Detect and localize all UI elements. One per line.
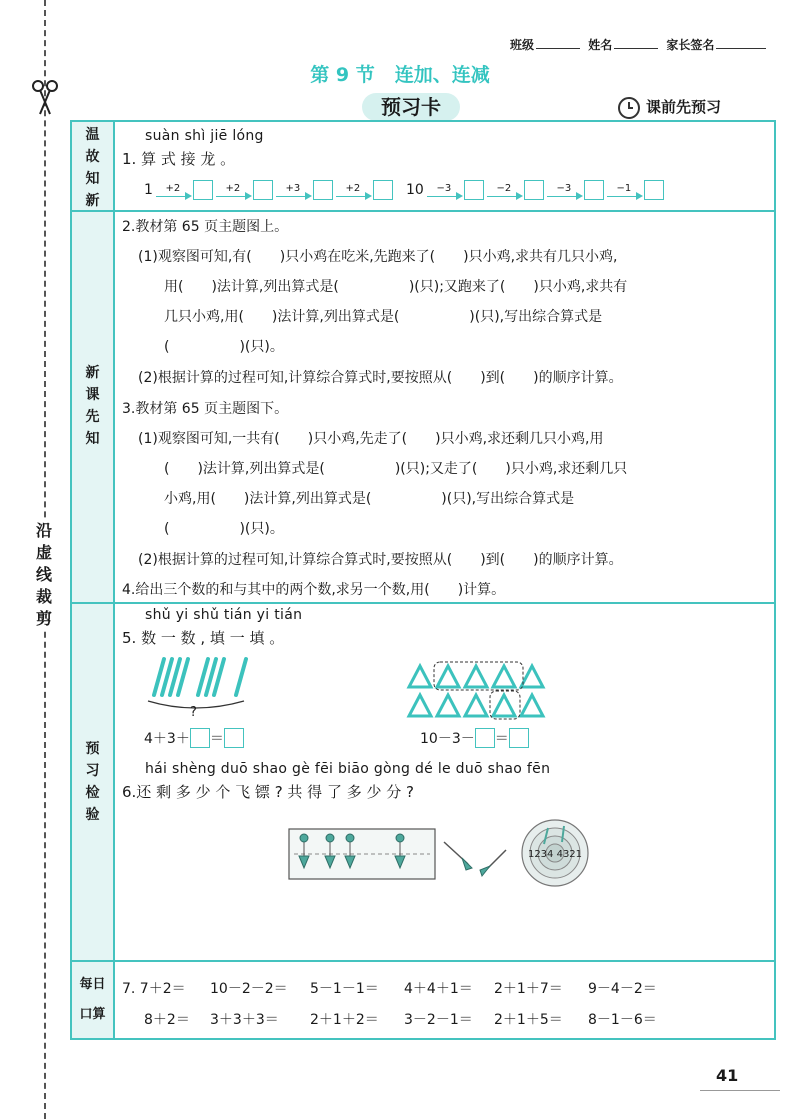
- chain-arrow: −1: [606, 184, 642, 197]
- q1-chain-b: [406, 180, 664, 200]
- q3-line: ( )法计算,列出算式是( )(只);又走了( )只小鸡,求还剩几只: [164, 461, 628, 477]
- row-divider: [70, 602, 776, 604]
- side-label-new-lesson: 新 课 先 知: [85, 365, 100, 447]
- preview-tag: [618, 96, 721, 120]
- answer-box[interactable]: [464, 180, 484, 200]
- chain-arrow: +2: [155, 184, 191, 197]
- loose-darts-picture: [440, 836, 512, 880]
- oral-calc-item: 3－2－1＝: [404, 1012, 473, 1028]
- q3-line: ( )(只)。: [164, 521, 284, 537]
- card-title: 预习卡: [362, 93, 460, 121]
- side-label-check: 预 习 检 验: [85, 741, 100, 823]
- q3-line: (2)根据计算的过程可知,计算综合算式时,要按照从( )到( )的顺序计算。: [138, 552, 623, 568]
- triangles-picture: [404, 660, 554, 722]
- answer-box[interactable]: [509, 728, 529, 748]
- target-picture: [518, 818, 592, 888]
- answer-box[interactable]: [253, 180, 273, 200]
- q6-pinyin: hái shèng duō shao gè fēi biāo gòng dé le duō shao fēn: [145, 761, 551, 777]
- row-divider: [70, 960, 776, 962]
- q2-line: (1)观察图可知,有( )只小鸡在吃米,先跑来了( )只小鸡,求共有几只小鸡,: [138, 249, 618, 265]
- oral-calc-item: 2＋1＋2＝: [310, 1012, 379, 1028]
- chain-arrow: +3: [275, 184, 311, 197]
- q5-pinyin: shǔ yi shǔ tián yi tián: [145, 607, 303, 623]
- q1-chain-a: [144, 180, 393, 200]
- side-divider: [113, 120, 115, 1040]
- chain-a-start: 1: [144, 182, 153, 198]
- answer-box[interactable]: [190, 728, 210, 748]
- name-field[interactable]: [614, 48, 658, 49]
- q2-line: (2)根据计算的过程可知,计算综合算式时,要按照从( )到( )的顺序计算。: [138, 370, 623, 386]
- q6-text: 6.还 剩 多 少 个 飞 镖 ? 共 得 了 多 少 分 ?: [122, 783, 414, 801]
- chain-arrow: +2: [335, 184, 371, 197]
- oral-calc-item: 10－2－2＝: [210, 981, 288, 997]
- answer-box[interactable]: [313, 180, 333, 200]
- oral-calc-item: 2＋1＋7＝: [494, 981, 563, 997]
- side-label-review: 温 故 知 新: [85, 127, 100, 209]
- oral-calc-item: 3＋3＋3＝: [210, 1012, 279, 1028]
- darts-board-picture: [288, 828, 436, 880]
- page-number-rule: [700, 1090, 780, 1091]
- cut-along-line-label: 沿 虚 线 裁 剪: [35, 521, 52, 628]
- answer-box[interactable]: [524, 180, 544, 200]
- page-number: 41: [716, 1066, 739, 1085]
- class-field[interactable]: [536, 48, 580, 49]
- answer-box[interactable]: [224, 728, 244, 748]
- answer-box[interactable]: [644, 180, 664, 200]
- target-numbers: 1234 4321: [527, 849, 583, 860]
- class-label: 班级: [510, 38, 535, 52]
- row-divider: [70, 210, 776, 212]
- answer-box[interactable]: [475, 728, 495, 748]
- q1-text: 1. 算 式 接 龙 。: [122, 150, 236, 168]
- oral-calc-item: 8－1－6＝: [588, 1012, 657, 1028]
- q5-equation-right: 10－3－ ＝: [420, 728, 529, 748]
- oral-calc-item: 5－1－1＝: [310, 981, 379, 997]
- parent-signature-field[interactable]: [716, 48, 766, 49]
- answer-box[interactable]: [584, 180, 604, 200]
- q5-equation-left: 4＋3＋ ＝: [144, 728, 244, 748]
- section-topic: 连加、连减: [394, 64, 490, 86]
- oral-calc-item: 4＋4＋1＝: [404, 981, 473, 997]
- oral-calc-item: 9－4－2＝: [588, 981, 657, 997]
- oral-calc-item: 2＋1＋5＝: [494, 1012, 563, 1028]
- chain-arrow: −2: [486, 184, 522, 197]
- q3-title: 3.教材第 65 页主题图下。: [122, 401, 289, 417]
- section-number: 第 9 节: [310, 64, 375, 86]
- parent-signature-label: 家长签名: [666, 38, 715, 52]
- q2-line: 用( )法计算,列出算式是( )(只);又跑来了( )只小鸡,求共有: [164, 279, 628, 295]
- chain-arrow: −3: [426, 184, 462, 197]
- q2-line: ( )(只)。: [164, 339, 284, 355]
- oral-calc-item: 8＋2＝: [144, 1012, 190, 1028]
- sticks-picture: [140, 655, 260, 715]
- q1-pinyin: suàn shì jiē lóng: [145, 128, 264, 144]
- q3-line: (1)观察图可知,一共有( )只小鸡,先走了( )只小鸡,求还剩几只小鸡,用: [138, 431, 604, 447]
- chain-b-start: 10: [406, 182, 424, 198]
- chain-arrow: +2: [215, 184, 251, 197]
- chain-arrow: −3: [546, 184, 582, 197]
- answer-box[interactable]: [193, 180, 213, 200]
- preview-tag-text: 课前先预习: [646, 98, 722, 116]
- student-info-line: [510, 36, 770, 53]
- q2-line: 几只小鸡,用( )法计算,列出算式是( )(只),写出综合算式是: [164, 309, 603, 325]
- section-title: [0, 60, 800, 87]
- q2-title: 2.教材第 65 页主题图上。: [122, 219, 289, 235]
- side-label-daily: 每日 口算: [79, 977, 106, 1022]
- q4-text: 4.给出三个数的和与其中的两个数,求另一个数,用( )计算。: [122, 582, 506, 598]
- q5-text: 5. 数 一 数 , 填 一 填 。: [122, 629, 285, 647]
- question-mark: ?: [190, 705, 197, 720]
- oral-calc-item: 7. 7＋2＝: [122, 981, 186, 997]
- q3-line: 小鸡,用( )法计算,列出算式是( )(只),写出综合算式是: [164, 491, 575, 507]
- clock-icon: [618, 97, 640, 119]
- name-label: 姓名: [588, 38, 613, 52]
- answer-box[interactable]: [373, 180, 393, 200]
